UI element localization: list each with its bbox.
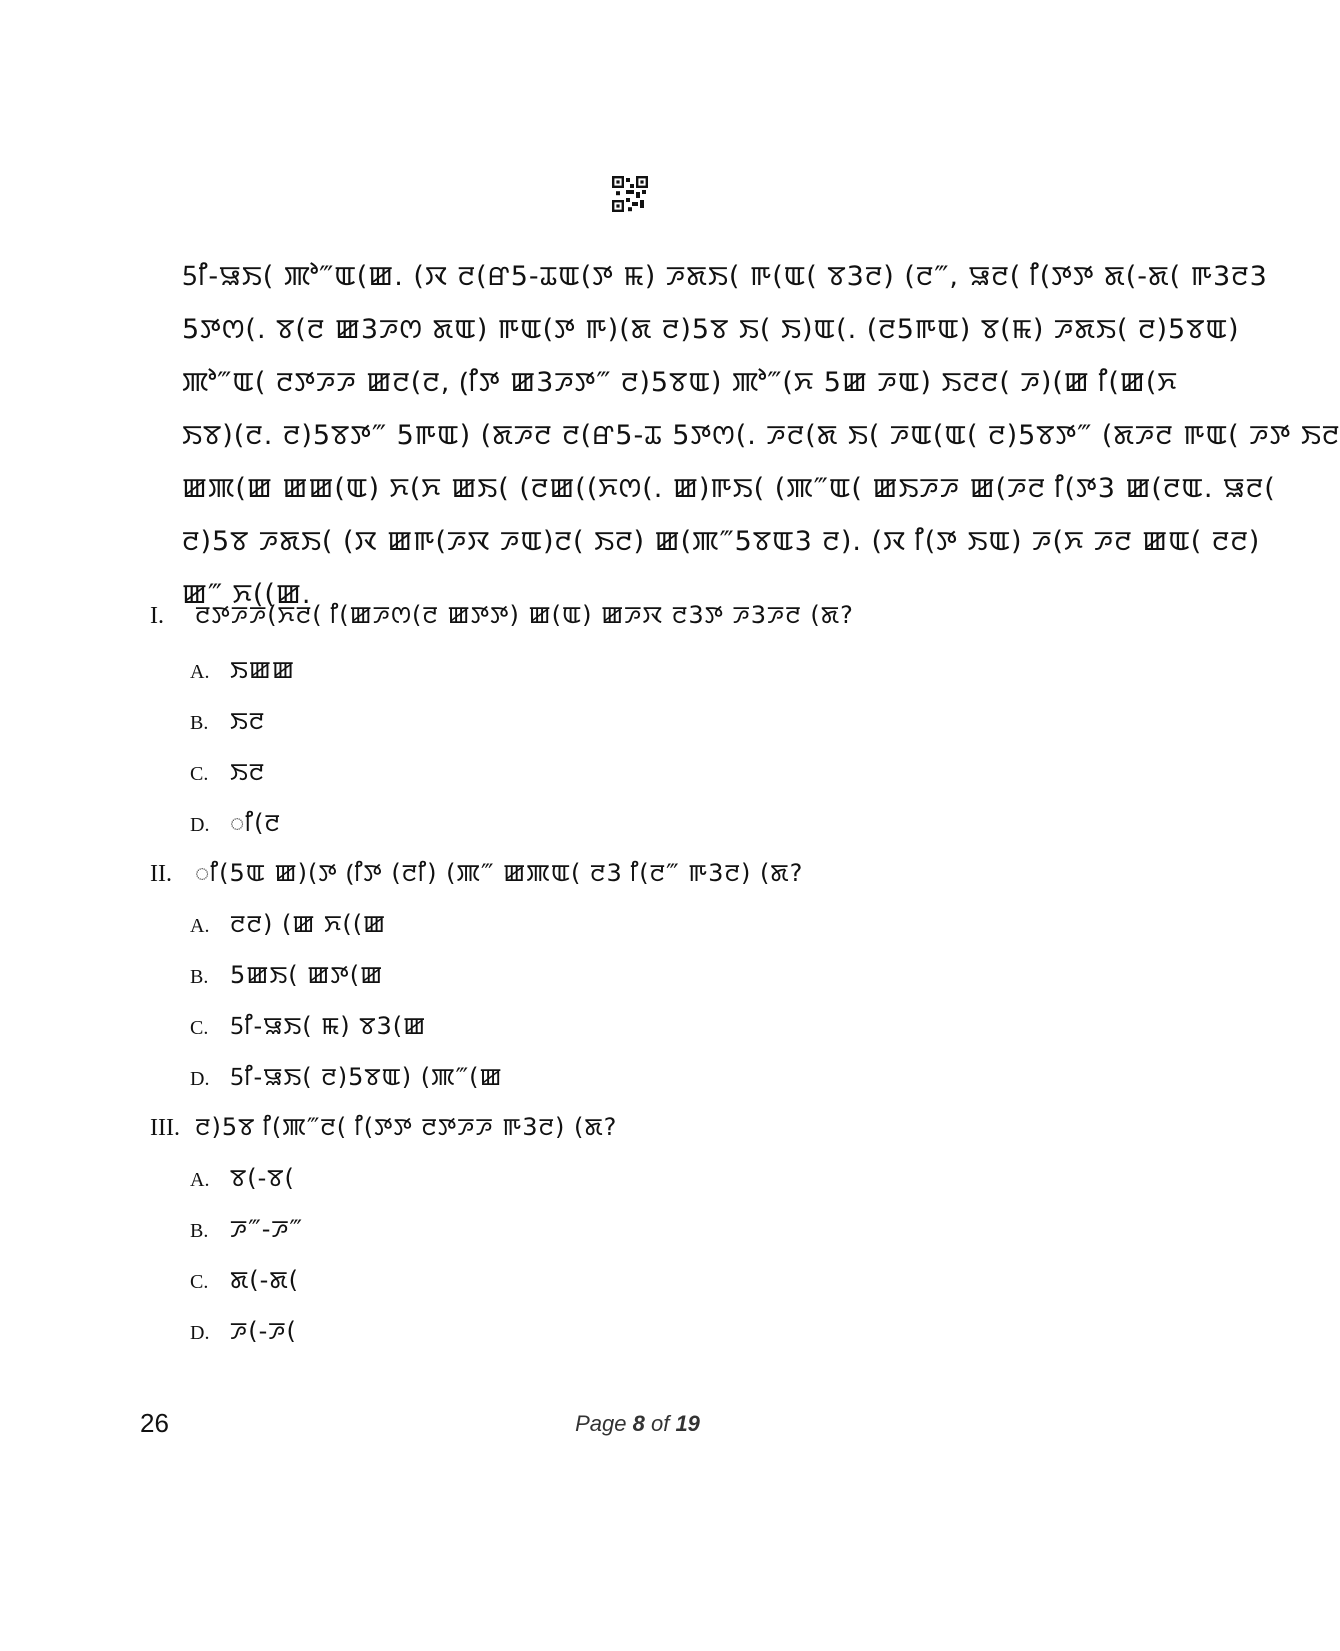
paper-code: 26 [140,1408,169,1438]
option-text: ꯍ‴-ꯍ‴ [230,1215,304,1243]
option-letter: A. [190,915,210,937]
option-text: ꯏꯂ [230,758,266,786]
page-current: 8 [632,1411,645,1436]
option-letter: C. [190,1271,209,1293]
option-2b[interactable] [190,957,383,991]
passage-line: ꯀꯄ(ꯀ ꯀꯀ(ꯑ) ꯈ(ꯈ ꯀꯏ( (ꯂꯀ((ꯈꯁ(. ꯀ)ꯒꯏ( (ꯄ‴ꯑ( ꯀꯏꯍꯍ ꯀ(ꯍꯂ ꯤ(ꯇ3 ꯀ(ꯂꯑ. ꯎꯂ( [182,473,1276,504]
option-letter: B. [190,1220,209,1242]
option-letter: A. [190,661,210,683]
option-letter: B. [190,966,209,988]
question-2 [150,855,803,889]
option-1b[interactable] [190,703,265,737]
page-of: of [650,1411,670,1436]
page-number [0,1411,1275,1437]
question-number: II. [150,861,172,887]
passage-line: ꯏꯕ)(ꯂ. ꯂ)5ꯕꯇ‴ 5ꯒꯑ) (ꯗꯍꯂ ꯂ(ꯔ5-ꯊ 5ꯇꯁ(. ꯍꯂ(ꯗ ꯏ( ꯍꯑ(ꯑ( ꯂ)5ꯕꯇ‴ (ꯗꯍꯂ ꯒꯑ( ꯍꯇ ꯏꯂ [182,420,1340,451]
passage-line: 5ꯇꯁ(. ꯕ(ꯂ ꯀ3ꯍꯁ ꯗꯑ) ꯒꯑ(ꯇ ꯒ)(ꯗ ꯂ)5ꯕ ꯏ( ꯏ)ꯑ(. (ꯂ5ꯒꯑ) ꯕ(ꯃ) ꯍꯗꯏ( ꯂ)5ꯕꯑ) [182,314,1240,345]
passage-line: ꯄꯣ‴ꯑ( ꯂꯇꯍꯍ ꯀꯂ(ꯂ, (ꯤꯇ ꯀ3ꯍꯇ‴ ꯂ)5ꯕꯑ) ꯄꯣ‴(ꯈ 5ꯀ ꯍꯑ) ꯏꯂꯂ( ꯍ)(ꯀ ꯤ(ꯀ(ꯈ [182,367,1178,398]
option-letter: A. [190,1169,210,1191]
question-number: I. [150,603,164,629]
question-number: III. [150,1115,180,1141]
option-letter: D. [190,814,210,836]
option-3d[interactable] [190,1313,297,1347]
question-text: ꯤ(5ꯑ ꯀ)(ꯇ (ꯤꯇ (ꯂꯤ) (ꯄ‴ ꯀꯄꯑ( ꯂ3 ꯤ(ꯂ‴ ꯒ3ꯂ) (ꯗ? [195,859,804,887]
passage-line: 5ꯤ-ꯎꯏ( ꯄꯣ‴ꯑ(ꯀ. (ꯋ ꯂ(ꯔ5-ꯊꯑ(ꯇ ꯃ) ꯍꯗꯏ( ꯒ(ꯑ( ꯕ3ꯂ) (ꯂ‴, ꯎꯂ( ꯤ(ꯇꯇ ꯗ(-ꯗ( ꯒ3ꯂ3 [182,261,1268,292]
passage-line: ꯀ‴ ꯈ((ꯀ. [182,579,312,610]
option-3a[interactable] [190,1160,295,1194]
option-text: ꯏꯂ [230,707,266,735]
option-text: 5ꯤ-ꯎꯏ( ꯃ) ꯕ3(ꯀ [230,1012,427,1040]
option-2a[interactable] [190,906,386,940]
option-letter: C. [190,1017,209,1039]
option-3b[interactable] [190,1211,303,1245]
question-text: ꯂ)5ꯕ ꯤ(ꯄ‴ꯂ( ꯤ(ꯇꯇ ꯂꯇꯍꯍ ꯒ3ꯂ) (ꯗ? [195,1113,618,1141]
option-text: ꯕ(-ꯕ( [230,1164,295,1192]
option-text: ꯤ(ꯂ [230,809,281,837]
page-prefix: Page [575,1411,627,1436]
option-letter: B. [190,712,209,734]
option-letter: C. [190,763,209,785]
option-text: ꯍ(-ꯍ( [230,1317,297,1345]
question-text: ꯂꯇꯍꯍ(ꯈꯂ( ꯤ(ꯀꯍꯁ(ꯂ ꯀꯇꯇ) ꯀ(ꯑ) ꯀꯍꯋ ꯂ3ꯇ ꯍ3ꯍꯂ (ꯗ? [195,601,854,629]
option-1a[interactable] [190,652,295,686]
option-1c[interactable] [190,754,265,788]
option-letter: D. [190,1322,210,1344]
passage-line: ꯂ)5ꯕ ꯍꯗꯏ( (ꯋ ꯀꯒ(ꯍꯋ ꯍꯑ)ꯂ( ꯏꯂ) ꯀ(ꯄ‴5ꯕꯑ3 ꯂ). (ꯋ ꯤ(ꯇ ꯏꯑ) ꯍ(ꯈ ꯍꯂ ꯀꯑ( ꯂꯂ) [182,526,1261,557]
question-3 [150,1109,617,1143]
option-text: ꯗ(-ꯗ( [230,1266,300,1294]
option-text: 5ꯀꯏ( ꯀꯇ(ꯀ [230,961,384,989]
option-2c[interactable] [190,1008,426,1042]
qr-code-icon [612,176,648,212]
option-text: ꯏꯀꯀ [230,656,296,684]
option-2d[interactable] [190,1059,503,1093]
option-3c[interactable] [190,1262,299,1296]
page-total: 19 [675,1411,700,1436]
option-text: 5ꯤ-ꯎꯏ( ꯂ)5ꯕꯑ) (ꯄ‴(ꯀ [230,1063,503,1091]
option-text: ꯂꯂ) (ꯀ ꯈ((ꯀ [230,910,387,938]
question-1 [150,597,854,631]
reading-passage [182,250,1340,621]
option-1d[interactable] [190,805,281,839]
option-letter: D. [190,1068,210,1090]
